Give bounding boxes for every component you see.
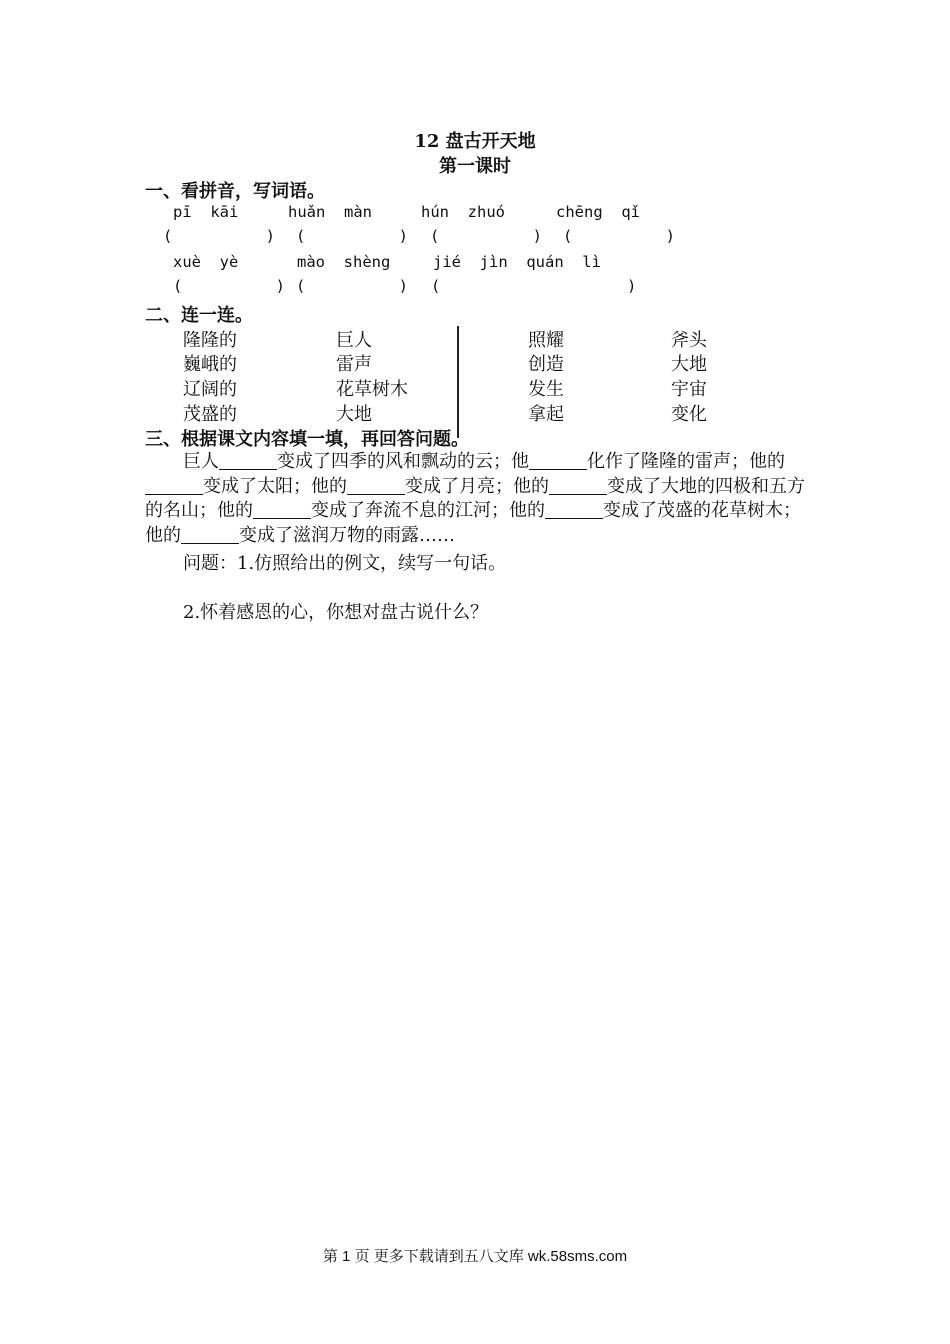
question-1: 问题：1.仿照给出的例文，续写一句话。 (183, 553, 507, 574)
fill-blank[interactable] (253, 500, 311, 519)
fill-blank[interactable] (347, 476, 405, 495)
fill-blank[interactable] (545, 500, 603, 519)
answer-blank[interactable]: ( ) (173, 277, 285, 295)
fill-blank[interactable] (549, 476, 607, 495)
match-right-item[interactable]: 大地 (336, 404, 372, 425)
pinyin-item: hún zhuó (421, 203, 505, 221)
fill-blank[interactable] (181, 525, 239, 544)
match-right-item[interactable]: 宇宙 (671, 379, 707, 400)
lesson-title: 12 盘古开天地 (414, 131, 536, 152)
answer-blank[interactable]: ( ) (296, 277, 408, 295)
match-right-item[interactable]: 斧头 (671, 330, 707, 351)
paragraph-text: 变成了茂盛的花草树木；他的 (145, 500, 801, 547)
pinyin-item: chēng qǐ (556, 203, 640, 221)
answer-blank[interactable]: ( ) (296, 227, 408, 245)
match-right-item[interactable]: 雷声 (336, 354, 372, 375)
match-left-item[interactable]: 拿起 (528, 404, 564, 425)
answer-blank[interactable]: ( ) (431, 277, 637, 295)
page-footer: 第 1 页 更多下载请到五八文库 wk.58sms.com (322, 1248, 628, 1265)
paragraph-text: 巨人 (183, 451, 219, 472)
paragraph-text: 变成了滋润万物的雨露…… (239, 525, 455, 547)
fill-in-paragraph (145, 450, 810, 549)
pinyin-row-1 (0, 203, 950, 225)
paragraph-text: 变成了大地的四极和五方的名山；他的 (145, 475, 805, 522)
paragraph-text: 变成了奔流不息的江河；他的 (311, 500, 545, 522)
match-right-item[interactable]: 变化 (671, 404, 707, 425)
fill-blank[interactable] (529, 451, 587, 470)
answer-blank[interactable]: ( ) (563, 227, 675, 245)
pinyin-item: mào shèng (297, 253, 391, 271)
pinyin-item: huǎn màn (288, 203, 372, 221)
match-right-item[interactable]: 大地 (671, 354, 707, 375)
match-right-item[interactable]: 巨人 (336, 330, 372, 351)
answer-blank[interactable]: ( ) (430, 227, 542, 245)
pinyin-row-2 (0, 253, 950, 275)
paragraph-text: 化作了隆隆的雷声；他的 (587, 451, 785, 472)
match-left-item[interactable]: 创造 (528, 354, 564, 375)
paragraph-text: 变成了四季的风和飘动的云；他 (277, 451, 529, 472)
paragraph-text: 变成了月亮；他的 (405, 475, 549, 497)
pinyin-item: xuè yè (173, 253, 239, 271)
answer-blank[interactable]: ( ) (163, 227, 275, 245)
match-right-item[interactable]: 花草树木 (336, 379, 408, 400)
section-2-heading: 二、连一连。 (145, 305, 253, 326)
section-3-heading: 三、根据课文内容填一填，再回答问题。 (145, 429, 469, 450)
answer-row-1 (0, 227, 950, 249)
match-left-item[interactable]: 辽阔的 (183, 379, 237, 400)
match-left-item[interactable]: 巍峨的 (183, 354, 237, 375)
match-left-item[interactable]: 照耀 (528, 330, 564, 351)
column-divider (457, 326, 459, 438)
paragraph-text: 变成了太阳；他的 (203, 475, 347, 497)
fill-blank[interactable] (219, 451, 277, 470)
match-left-item[interactable]: 发生 (528, 379, 564, 400)
pinyin-item: pī kāi (173, 203, 239, 221)
answer-row-2 (0, 277, 950, 299)
section-1-heading: 一、看拼音，写词语。 (145, 181, 325, 202)
fill-blank[interactable] (145, 476, 203, 495)
question-2: 2.怀着感恩的心，你想对盘古说什么？ (183, 602, 489, 623)
match-left-item[interactable]: 隆隆的 (183, 330, 237, 351)
lesson-subtitle: 第一课时 (439, 156, 511, 177)
pinyin-item: jié jìn quán lì (433, 253, 601, 271)
match-left-item[interactable]: 茂盛的 (183, 404, 237, 425)
